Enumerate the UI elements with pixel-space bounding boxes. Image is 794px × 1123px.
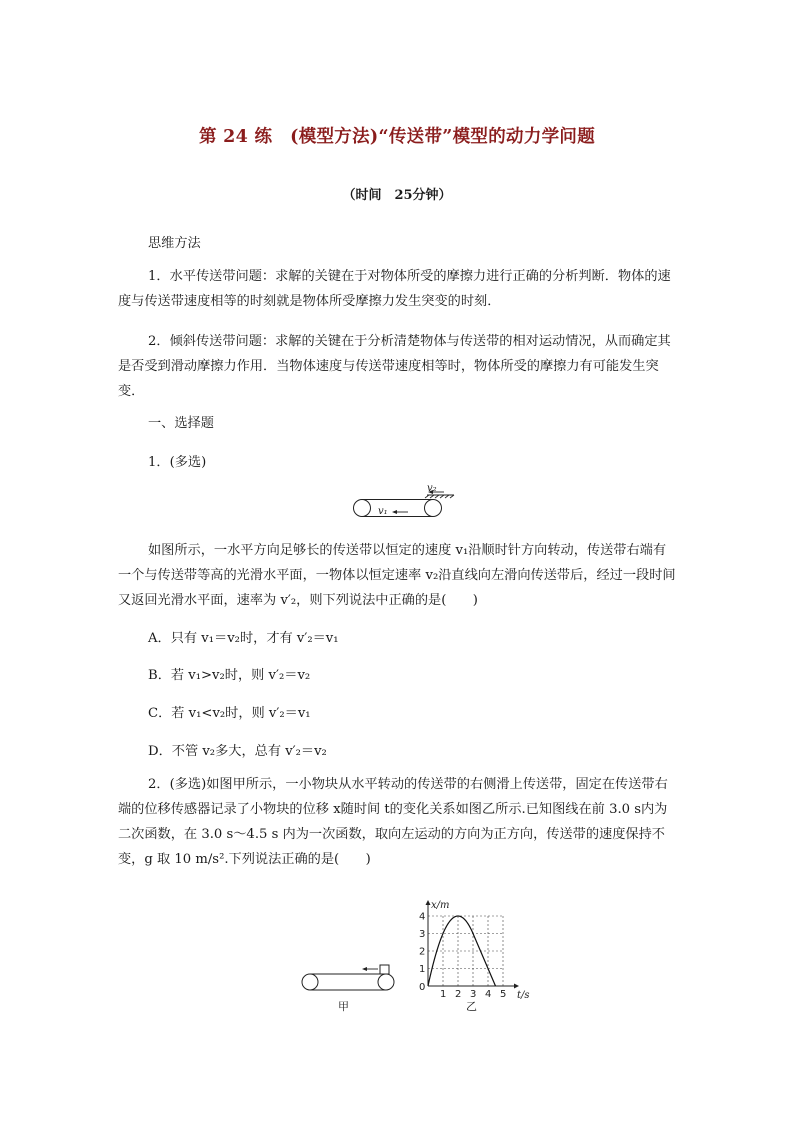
pulley-left	[302, 974, 318, 990]
pulley-right	[378, 974, 394, 990]
pulley-left	[354, 500, 371, 517]
y-tick-label: 3	[419, 929, 426, 940]
y-axis-label: x/m	[431, 900, 450, 911]
label-v2: v₂	[427, 483, 437, 494]
question-1-option-a: A．只有 v₁＝v₂时，才有 v′₂＝v₁	[148, 631, 339, 646]
arrow-left-icon	[362, 967, 367, 971]
question-1-option-b: B．若 v₁>v₂时，则 v′₂＝v₂	[148, 668, 311, 683]
origin-label: 0	[419, 982, 426, 993]
conveyor-figure-1	[350, 482, 462, 520]
x-axis-arrow-icon	[514, 984, 519, 989]
x-tick-label: 3	[470, 989, 477, 1000]
x-tick-label: 2	[455, 989, 462, 1000]
question-1-number: 1．(多选)	[148, 455, 207, 470]
conveyor-figure-2	[298, 962, 398, 994]
x-axis-label: t/s	[517, 990, 530, 1001]
page-title: 第 24 练 (模型方法)“传送带”模型的动力学问题	[198, 127, 596, 147]
x-tick-label: 4	[485, 989, 492, 1000]
y-axis-arrow-icon	[426, 900, 431, 905]
time-limit: （时间 25分钟）	[342, 188, 452, 203]
label-v1: v₁	[378, 506, 388, 517]
method-paragraph-1: 1．水平传送带问题：求解的关键在于对物体所受的摩擦力进行正确的分析判断．物体的速度与传送带速度相等的时刻就是物体所受摩擦力发生突变的时刻．	[118, 269, 671, 309]
pulley-right	[425, 500, 442, 517]
y-tick-label: 2	[419, 946, 426, 958]
x-t-chart	[406, 898, 536, 1006]
x-tick-label: 5	[500, 989, 507, 1000]
method-heading: 思维方法	[148, 236, 201, 251]
question-1-option-d: D．不管 v₂多大，总有 v′₂＝v₂	[148, 744, 327, 759]
x-tick-label: 1	[440, 989, 447, 1000]
section-heading: 一、选择题	[148, 416, 214, 431]
method-paragraph-2: 2．倾斜传送带问题：求解的关键在于分析清楚物体与传送带的相对运动情况，从而确定其是否受到滑动摩擦力作用．当物体速度与传送带速度相等时，物体所受的摩擦力有可能发生突变．	[118, 334, 671, 399]
question-2-stem: 2．(多选)如图甲所示，一小物块从水平转动的传送带的右侧滑上传送带，固定在传送带右端的位移传感器记录了小物块的位移 x随时间 t的变化关系如图乙所示.已知图线在前 3.0 s内为二次函数，在 3.0 s～4.5 s 内为一次函数，取向左运动的方向为正方向，传送带的速度保持不变，g 取 10 m/s².下列说法正确的是( )	[118, 777, 668, 867]
arrow-left-icon	[392, 510, 397, 514]
caption-jia: 甲	[338, 1000, 349, 1013]
question-1-stem: 如图所示，一水平方向足够长的传送带以恒定的速度 v₁沿顺时针方向转动，传送带右端有一个与传送带等高的光滑水平面，一物体以恒定速率 v₂沿直线向左滑向传送带后，经过一段时间又返回光滑水平面，速率为 v′₂，则下列说法中正确的是( )	[118, 543, 676, 608]
caption-yi: 乙	[466, 1000, 477, 1013]
question-1-option-c: C．若 v₁<v₂时，则 v′₂＝v₁	[148, 706, 311, 721]
y-tick-label: 1	[419, 964, 426, 975]
block	[380, 965, 389, 974]
y-tick-label: 4	[419, 911, 426, 923]
